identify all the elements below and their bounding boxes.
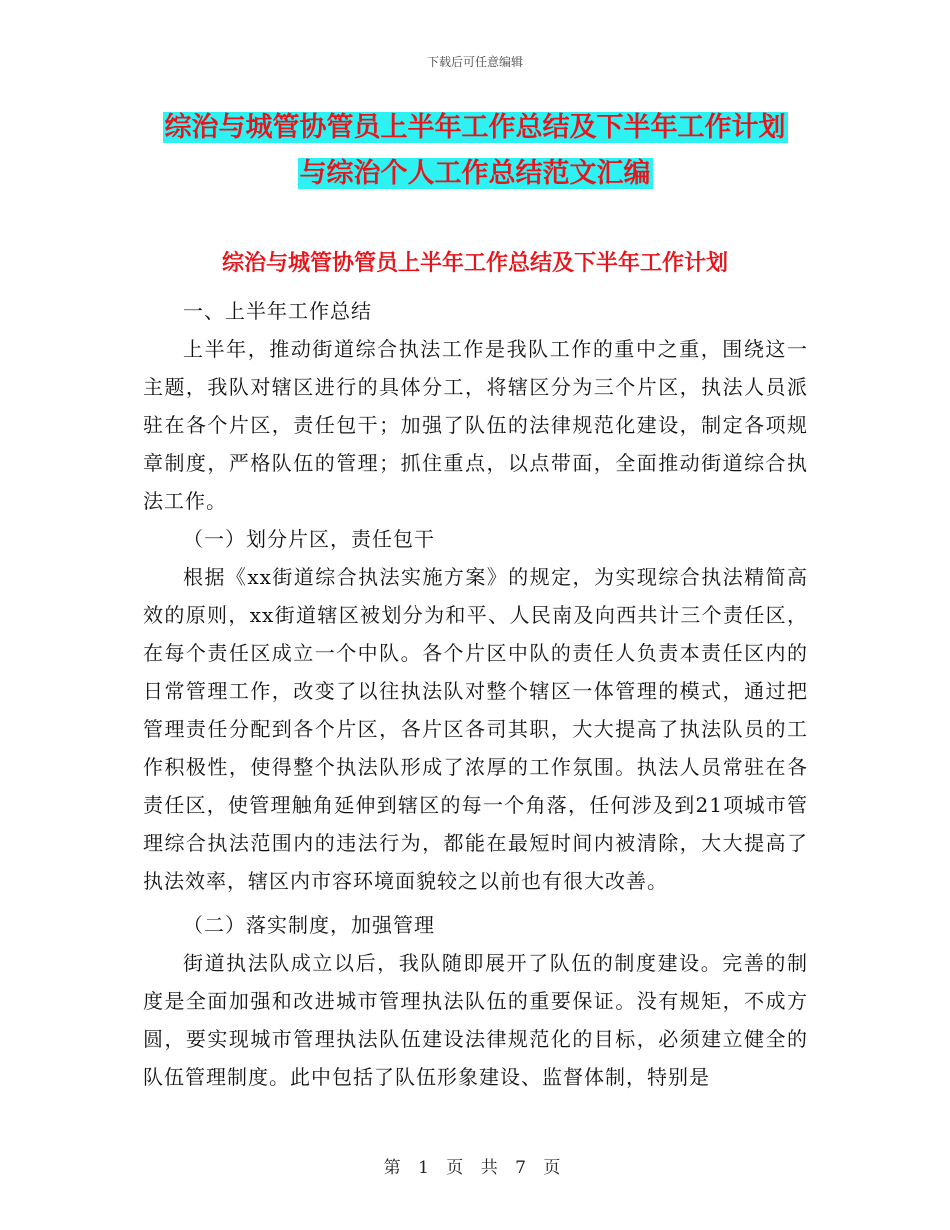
header-note: 下载后可任意编辑: [426, 55, 523, 69]
body-paragraph-3: 街道执法队成立以后，我队随即展开了队伍的制度建设。完善的制度是全面加强和改进城市管理执法队伍的重要保证。没有规矩，不成方圆，要实现城市管理执法队伍建设法律规范化的目标，必须建立健全的队伍管理制度。此中包括了队伍形象建设、监督体制，特别是: [143, 951, 808, 1089]
section-heading-1: 一、上半年工作总结: [183, 299, 372, 323]
title-highlight-1: 综治与城管协管员上半年工作总结及下半年工作计划: [164, 112, 786, 143]
section-title: 综治与城管协管员上半年工作总结及下半年工作计划: [221, 251, 728, 276]
subsection-heading-2: （二）落实制度，加强管理: [183, 913, 435, 937]
document-title-line-1: [140, 110, 810, 146]
title-highlight-2: 与综治个人工作总结范文汇编: [299, 158, 651, 189]
page-footer: 第 1 页 共 7 页: [383, 1158, 567, 1178]
document-body: [143, 292, 808, 1096]
document-title-line-2: [140, 156, 810, 192]
body-paragraph-1: 上半年，推动街道综合执法工作是我队工作的重中之重，围绕这一主题，我队对辖区进行的具体分工，将辖区分为三个片区，执法人员派驻在各个片区，责任包干；加强了队伍的法律规范化建设，制定各项规章制度，严格队伍的管理；抓住重点，以点带面，全面推动街道综合执法工作。: [143, 337, 808, 513]
body-paragraph-2: 根据《xx街道综合执法实施方案》的规定，为实现综合执法精简高效的原则，xx街道辖区被划分为和平、人民南及向西共计三个责任区，在每个责任区成立一个中队。各个片区中队的责任人负责本责任区内的日常管理工作，改变了以往执法队对整个辖区一体管理的模式，通过把管理责任分配到各个片区，各片区各司其职，大大提高了执法队员的工作积极性，使得整个执法队形成了浓厚的工作氛围。执法人员常驻在各责任区，使管理触角延伸到辖区的每一个角落，任何涉及到21项城市管理综合执法范围内的违法行为，都能在最短时间内被清除，大大提高了执法效率，辖区内市容环境面貌较之以前也有很大改善。: [143, 565, 808, 893]
subsection-heading-1: （一）划分片区，责任包干: [183, 527, 435, 551]
